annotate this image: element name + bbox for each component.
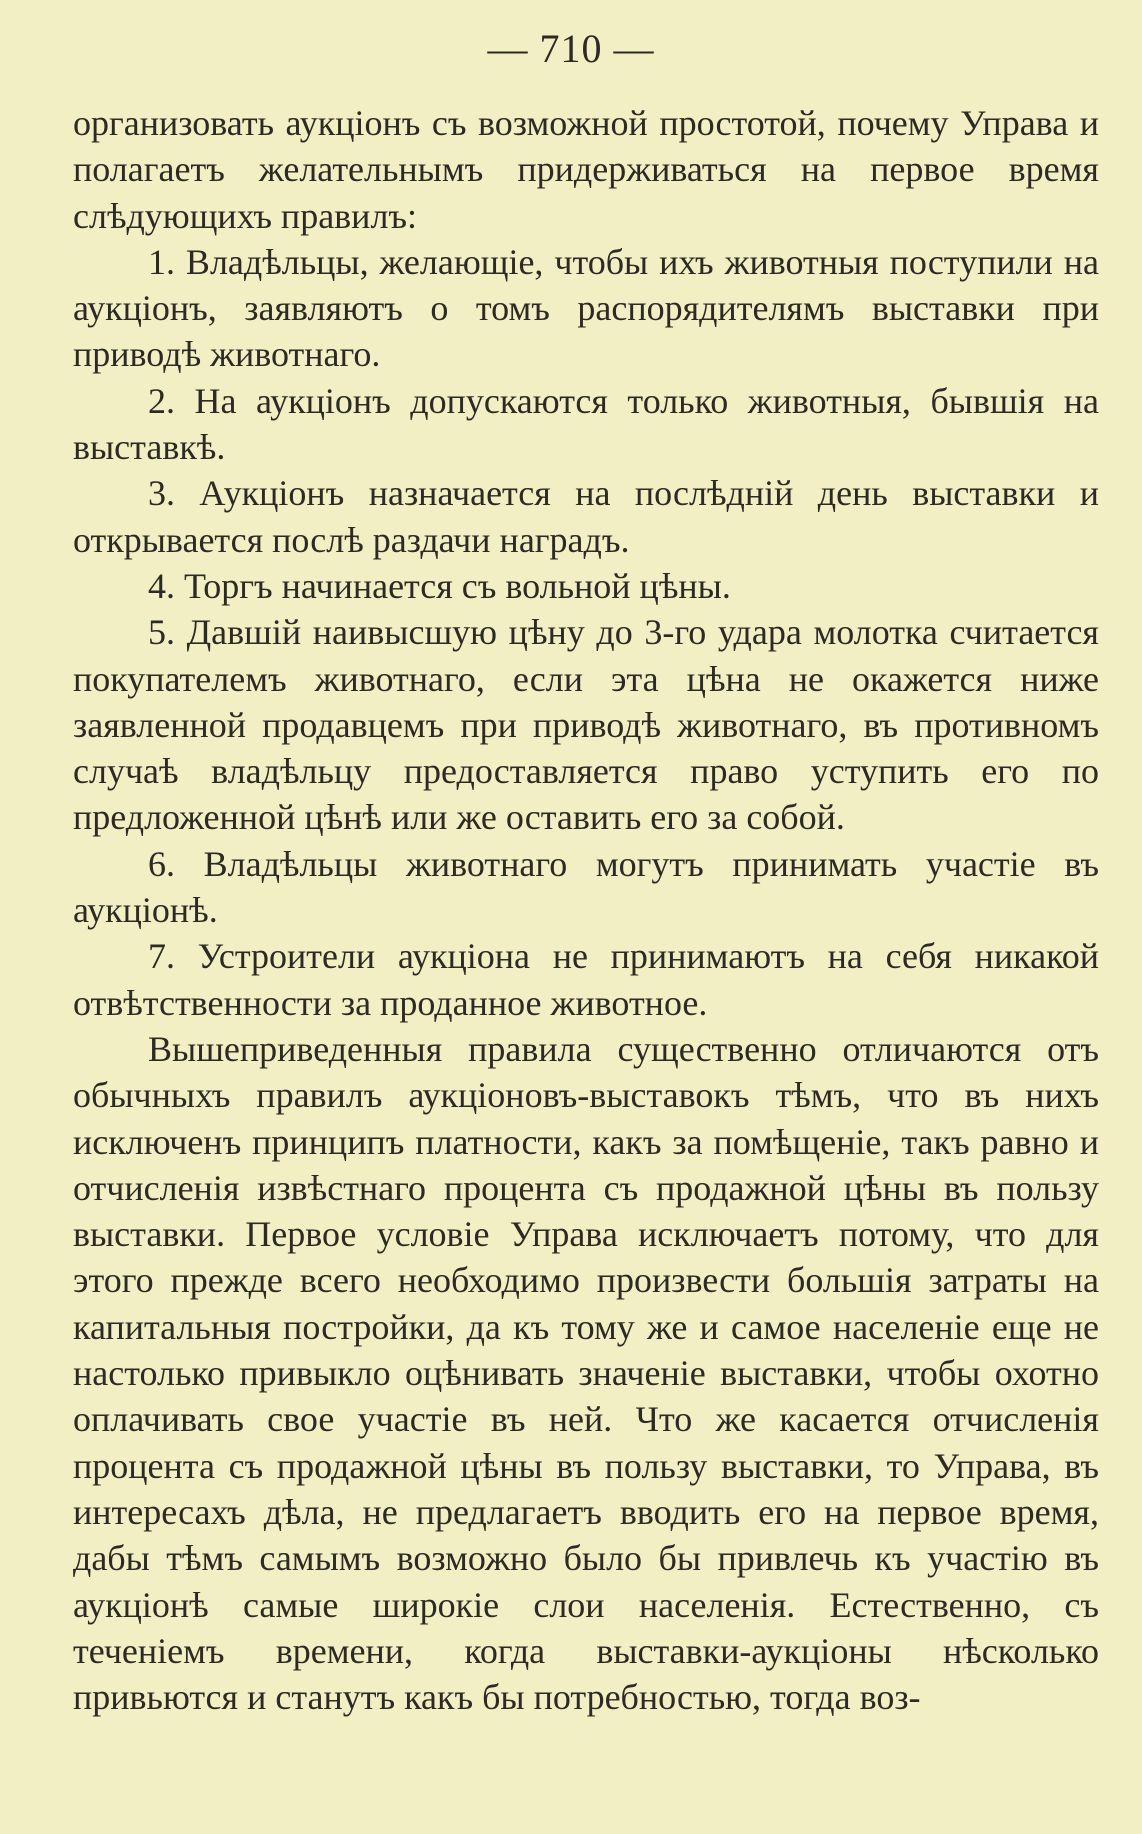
rule-6: 6. Владѣльцы животнаго могутъ принимать участіе въ аукціонѣ. bbox=[73, 843, 1099, 931]
body-text bbox=[73, 100, 1099, 1720]
rule-7: 7. Устроители аукціона не принимаютъ на себя никакой отвѣтственности за проданное животное. bbox=[73, 936, 1099, 1023]
rule-5: 5. Давшій наивысшую цѣну до 3-го удара молотка считается покупателемъ животнаго, если эта цѣна не окажется ниже заявленной продавцемъ при приводѣ животнаго, въ противномъ случаѣ владѣльцу предоставляется право уступить его по предложенной цѣнѣ или же оставить его за собой. bbox=[73, 612, 1099, 838]
rule-4: 4. Торгъ начинается съ вольной цѣны. bbox=[148, 565, 731, 606]
rule-1: 1. Владѣльцы, желающіе, чтобы ихъ животныя поступили на аукціонъ, заявляютъ о томъ распорядителямъ выставки при приводѣ животнаго. bbox=[73, 241, 1099, 375]
rule-3: 3. Аукціонъ назначается на послѣдній день выставки и открывается послѣ раздачи наградъ. bbox=[73, 473, 1099, 560]
page-number: — 710 — bbox=[487, 26, 655, 71]
rule-2: 2. На аукціонъ допускаются только животныя, бывшія на выставкѣ. bbox=[73, 380, 1099, 468]
paragraph-discussion: Вышеприведенныя правила существенно отличаются отъ обычныхъ правилъ аукціоновъ-выставокъ тѣмъ, что въ нихъ исключенъ принципъ платности, какъ за помѣщеніе, такъ равно и отчисленія извѣстнаго процента съ продажной цѣны въ пользу выставки. Первое условіе Управа исключаетъ потому, что для этого прежде всего необходимо произвести большія затраты на капитальныя постройки, да къ тому же и самое населеніе еще не настолько привыкло оцѣнивать значеніе выставки, чтобы охотно оплачивать свое участіе въ ней. Что же касается отчисленія процента съ продажной цѣны въ пользу выставки, то Управа, въ интересахъ дѣла, не предлагаетъ вводить его на первое время, дабы тѣмъ самымъ возможно было бы привлечь къ участію въ аукціонѣ самые широкіе слои населенія. Естественно, съ теченіемъ времени, когда выставки-аукціоны нѣсколько привьются и станутъ какъ бы потребностью, тогда воз- bbox=[73, 1028, 1099, 1718]
paragraph-intro: организовать аукціонъ съ возможной простотой, почему Управа и полагаетъ желательнымъ придерживаться на первое время слѣдующихъ правилъ: bbox=[73, 103, 1099, 236]
